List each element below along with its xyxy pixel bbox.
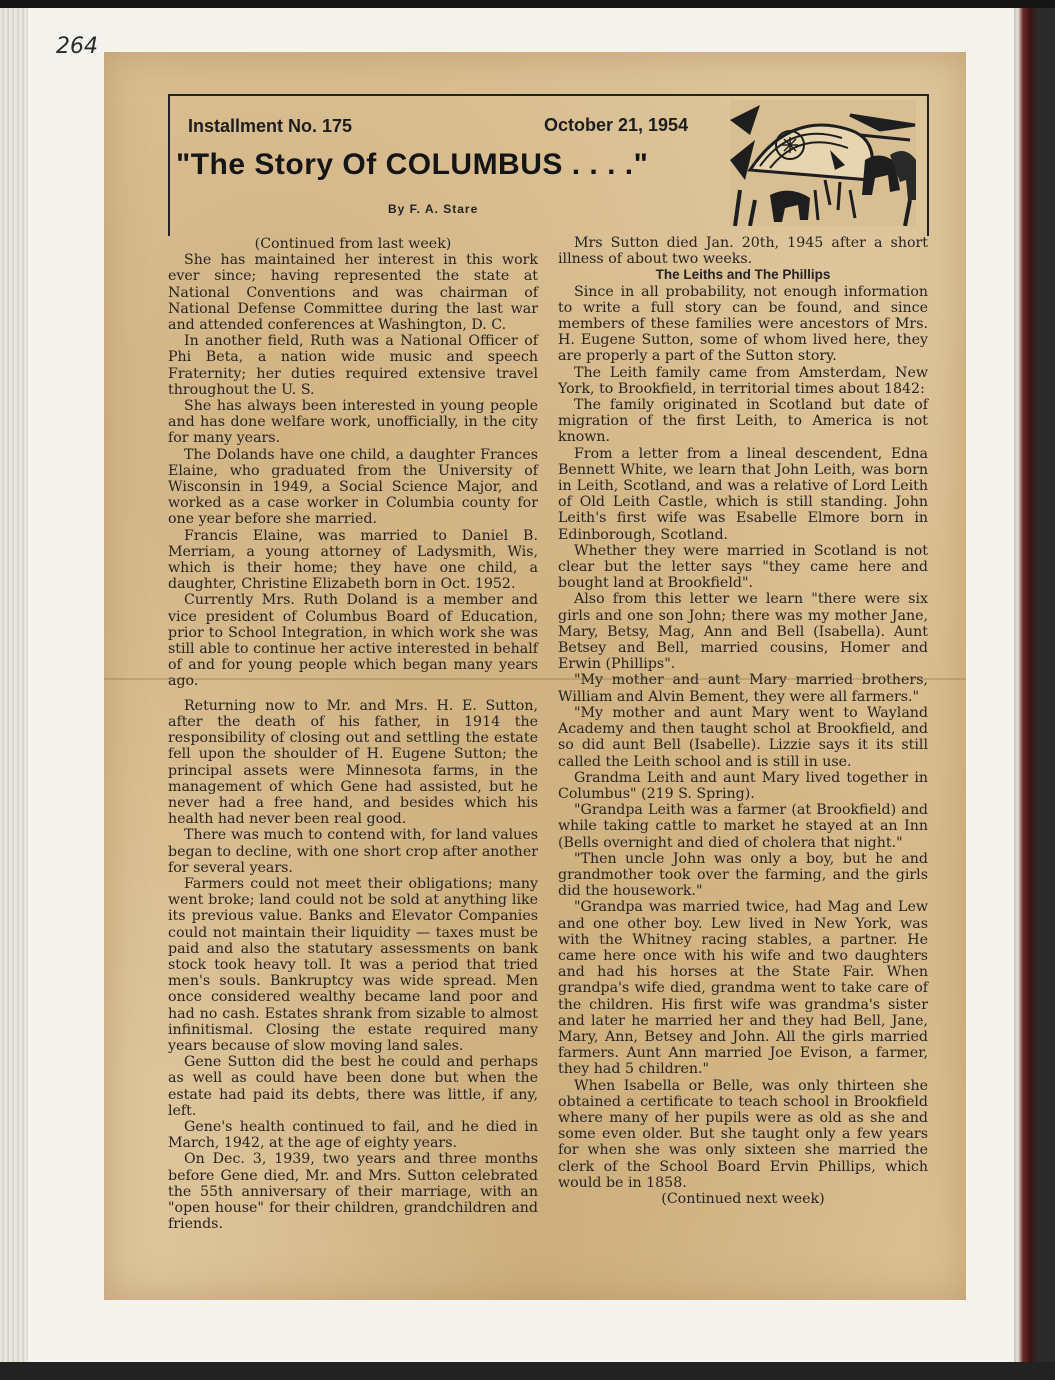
- paragraph: Since in all probability, not enough information to write a full story can be found, and since members of these families were ancestors of Mrs. H. Eugene Sutton, some of whom lived here, they are properly a part of the Sutton story.: [558, 283, 928, 365]
- paragraph: Returning now to Mr. and Mrs. H. E. Sutton, after the death of his father, in 1914 the responsibility of closing out and settling the estate fell upon the shoulder of H. Eugene Sutton; the principal assets were Minnesota farms, in the management of which Gene had assisted, but he never had a free hand, and besides which his health had never been real good.: [168, 697, 538, 828]
- paragraph: Grandma Leith and aunt Mary lived together in Columbus" (219 S. Spring).: [558, 769, 928, 802]
- paragraph: "Grandpa Leith was a farmer (at Brookfield) and while taking cattle to market he stayed at an Inn (Bells overnight and died of cholera that night.": [558, 802, 928, 851]
- paragraph: Currently Mrs. Ruth Doland is a member and vice president of Columbus Board of Education, prior to School Integration, in which work she was still able to continue her active interested in behalf of and for young people which began many years ago.: [168, 592, 538, 690]
- continued-from-note: (Continued from last week): [254, 236, 452, 252]
- installment-number: Installment No. 175: [188, 116, 353, 136]
- paragraph: Francis Elaine, was married to Daniel B. Merriam, a young attorney of Ladysmith, Wis, which is their home; they have one child, a daughter, Christine Elizabeth born in Oct. 1952.: [168, 527, 538, 593]
- right-column: [558, 235, 928, 1207]
- paragraph: Also from this letter we learn "there were six girls and one son John; there was my mother Jane, Mary, Betsy, Mag, Ann and Bell (Isabella). Aunt Betsey and Bell, married cousins, Homer and Erwin (Phillips".: [558, 591, 928, 673]
- paragraph: Gene Sutton did the best he could and perhaps as well as could have been done but when the estate had paid its debts, there was little, if any, left.: [168, 1054, 538, 1119]
- continued-next-note: (Continued next week): [661, 1190, 825, 1207]
- byline: By F. A. Stare: [388, 202, 479, 216]
- paragraph: "Then uncle John was only a boy, but he and grandmother took over the farming, and the girls did the housework.": [558, 850, 928, 900]
- paragraph: In another field, Ruth was a National Officer of Phi Beta, a nation wide music and speech Fraternity; her duties required extensive travel throughout the U. S.: [168, 333, 538, 398]
- bottom-dark-edge: [0, 1362, 1055, 1380]
- paragraph: "My mother and aunt Mary married brothers, William and Alvin Bement, they were all farmers.": [558, 672, 928, 705]
- paragraph: The Leith family came from Amsterdam, New York, to Brookfield, in territorial times about 1842:: [558, 364, 928, 397]
- page-stack-edges: [0, 8, 28, 1366]
- paragraph: There was much to contend with, for land values began to decline, with one short crop after another for several years.: [168, 827, 538, 876]
- paragraph: The Dolands have one child, a daughter Frances Elaine, who graduated from the University of Wisconsin in 1949, a Social Science Major, and worked as a case worker in Columbia county for one year before she married.: [168, 446, 538, 528]
- paragraph: The family originated in Scotland but date of migration of the first Leith, to America is not known.: [558, 397, 928, 446]
- paragraph: Whether they were married in Scotland is not clear but the letter says "they came here and bought land at Brookfield".: [558, 542, 928, 592]
- paragraph: Mrs Sutton died Jan. 20th, 1945 after a short illness of about two weeks.: [558, 235, 928, 268]
- paragraph: Farmers could not meet their obligations; many went broke; land could not be sold at anything like its previous value. Banks and Elevator Companies could not maintain their liquidity — taxes must be paid and also the statutary assessments on bank stock took heavy toll. It was a period that tried men's souls. Bankruptcy was wide spread. Men once considered wealthy became land poor and had no cash. Estates shrank from sizable to almost infinitismal. Closing the estate required many years because of slow moving land sales.: [168, 875, 538, 1054]
- book-spine-edge: [1014, 8, 1055, 1380]
- section-subhead: The Leiths and The Phillips: [655, 267, 831, 283]
- paragraph: "Grandpa was married twice, had Mag and Lew and one other boy. Lew lived in New York, was with the Whitney racing stables, a partner. He came here once with his wife and two daughters and had his horses at the State Fair. When grandpa's wife died, grandma went to take care of the children. His first wife was grandma's sister and later he married her and they had Bell, Jane, Mary, Ann, Betsey and John. All the girls married farmers. Aunt Ann married Joe Evison, a farmer, they had 5 children.": [558, 899, 928, 1078]
- paragraph: Gene's health continued to fail, and he died in March, 1942, at the age of eighty years.: [168, 1118, 538, 1152]
- paragraph: "My mother and aunt Mary went to Wayland Academy and then taught schol at Brookfield, and so did aunt Bell (Isabelle). Lizzie says it its still called the Leith school and is still in use.: [558, 704, 928, 770]
- page-number: 264: [56, 34, 98, 59]
- paragraph: When Isabella or Belle, was only thirteen she obtained a certificate to teach school in Brookfield where many of her pupils were as old as she and some even older. But she taught only a few years for when she was only sixteen she married the clerk of the School Board Ervin Phillips, which would be in 1858.: [558, 1077, 928, 1191]
- left-column: [168, 236, 538, 1232]
- paragraph: She has always been interested in young people and has done welfare work, unofficially, in the city for many years.: [168, 398, 538, 447]
- article-date: October 21, 1954: [544, 115, 689, 135]
- paragraph: She has maintained her interest in this work ever since; having represented the state at National Conventions and was chairman of National Defense Committee during the last war and attended conferences at Washington, D. C.: [168, 252, 538, 334]
- covered-wagon-illustration: [730, 100, 916, 226]
- paragraph: On Dec. 3, 1939, two years and three months before Gene died, Mr. and Mrs. Sutton celebrated the 55th anniversary of their marriage, with an "open house" for their children, grandchildren and friends.: [168, 1151, 538, 1233]
- paragraph: From a letter from a lineal descendent, Edna Bennett White, we learn that John Leith, was born in Leith, Scotland, and was a relative of Lord Leith of Old Leith Castle, which is still standing. John Leith's first wife was Esabelle Elmore born in Edinborough, Scotland.: [558, 445, 928, 543]
- article-title: "The Story Of COLUMBUS . . . .": [176, 148, 649, 181]
